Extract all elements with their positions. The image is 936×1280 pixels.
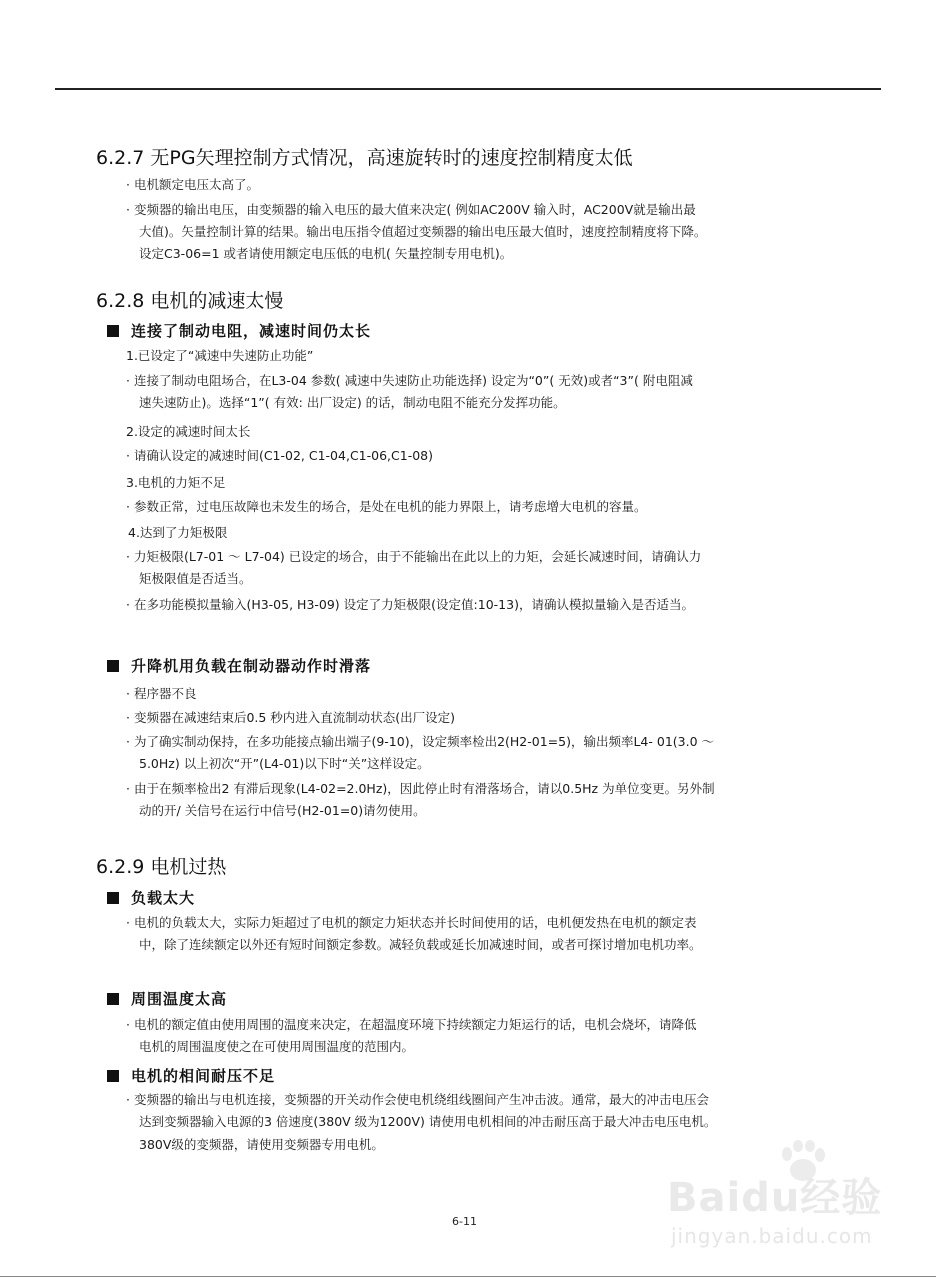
subsection-title xyxy=(107,888,195,908)
body-line: 矩极限值是否适当。 xyxy=(139,571,252,586)
body-line: 大值)。矢量控制计算的结果。输出电压指令值超过变频器的输出电压最大值时，速度控制精度将下降。 xyxy=(139,224,707,239)
body-line: · 连接了制动电阻场合，在L3-04 参数( 减速中失速防止功能选择) 设定为“0”( 无效)或者“3”( 附电阻减 xyxy=(126,373,693,388)
body-line: · 变频器在减速结束后0.5 秒内进入直流制动状态(出厂设定) xyxy=(126,710,456,725)
square-bullet-icon xyxy=(107,1070,119,1082)
header-rule xyxy=(55,88,881,90)
body-line: · 力矩极限(L7-01 ～ L7-04) 已设定的场合，由于不能输出在此以上的力矩，会延长减速时间，请确认力 xyxy=(126,549,702,564)
item-label: 3.电机的力矩不足 xyxy=(126,475,226,490)
subsection-title xyxy=(107,1066,275,1086)
subsection-title-text: 升降机用负载在制动器动作时滑落 xyxy=(131,657,372,675)
item-label: 2.设定的减速时间太长 xyxy=(126,424,251,439)
square-bullet-icon xyxy=(107,325,119,337)
body-line: · 为了确实制动保持，在多功能接点输出端子(9-10)，设定频率检出2(H2-01=5)，输出频率L4- 01(3.0 ～ xyxy=(126,734,715,749)
subsection-title xyxy=(107,656,371,676)
section-heading-6-2-9: 6.2.9 电机过热 xyxy=(96,856,227,878)
section-heading-6-2-8: 6.2.8 电机的减速太慢 xyxy=(96,290,284,312)
body-line: · 电机的负载太大，实际力矩超过了电机的额定力矩状态并长时间使用的话，电机便发热在电机的额定表 xyxy=(126,915,697,930)
watermark-url: jingyan.baidu.com xyxy=(671,1224,873,1248)
square-bullet-icon xyxy=(107,892,119,904)
body-line: · 在多功能模拟量输入(H3-05, H3-09) 设定了力矩极限(设定值:10-13)，请确认模拟量输入是否适当。 xyxy=(126,597,694,612)
subsection-title xyxy=(107,989,227,1009)
body-line: · 变频器的输出电压，由变频器的输入电压的最大值来决定( 例如AC200V 输入时，AC200V就是输出最 xyxy=(126,202,696,217)
body-line: · 程序器不良 xyxy=(126,686,197,701)
section-heading-6-2-7: 6.2.7 无PG矢理控制方式情况，高速旋转时的速度控制精度太低 xyxy=(96,147,633,169)
page-number: 6-11 xyxy=(452,1215,477,1228)
watermark-logo-text: Baidu经验 xyxy=(667,1175,883,1221)
body-line: 动的开/ 关信号在运行中信号(H2-01=0)请勿使用。 xyxy=(139,803,426,818)
square-bullet-icon xyxy=(107,660,119,672)
subsection-title-text: 周围温度太高 xyxy=(131,990,228,1008)
body-line: 速失速防止)。选择“1”( 有效: 出厂设定) 的话，制动电阻不能充分发挥功能。 xyxy=(139,395,566,410)
body-line: · 电机的额定值由使用周围的温度来决定，在超温度环境下持续额定力矩运行的话，电机会烧坏，请降低 xyxy=(126,1017,697,1032)
body-line: · 变频器的输出与电机连接，变频器的开关动作会使电机绕组线圈间产生冲击波。通常，最大的冲击电压会 xyxy=(126,1092,709,1107)
item-label: 1.已设定了“减速中失速防止功能” xyxy=(126,348,314,363)
item-label: 4.达到了力矩极限 xyxy=(128,525,228,540)
body-line: · 参数正常，过电压故障也未发生的场合，是处在电机的能力界限上，请考虑增大电机的容量。 xyxy=(126,499,647,514)
baidu-watermark xyxy=(667,1140,897,1270)
body-line: · 请确认设定的减速时间(C1-02, C1-04,C1-06,C1-08) xyxy=(126,448,433,463)
subsection-title-text: 连接了制动电阻，减速时间仍太长 xyxy=(131,322,372,340)
body-line: 达到变频器输入电源的3 倍速度(380V 级为1200V) 请使用电机相间的冲击耐压高于最大冲击电压电机。 xyxy=(139,1114,717,1129)
footer-rule xyxy=(0,1276,936,1277)
body-line: 电机的周围温度使之在可使用周围温度的范围内。 xyxy=(139,1039,415,1054)
body-line: 5.0Hz) 以上初次“开”(L4-01)以下时“关”这样设定。 xyxy=(139,756,430,771)
body-line: 380V级的变频器，请使用变频器专用电机。 xyxy=(139,1137,384,1152)
body-line: · 电机额定电压太高了。 xyxy=(126,177,259,192)
body-line: 设定C3-06=1 或者请使用额定电压低的电机( 矢量控制专用电机)。 xyxy=(139,246,513,261)
body-line: 中，除了连续额定以外还有短时间额定参数。减轻负载或延长加减速时间，或者可探讨增加电机功率。 xyxy=(139,937,702,952)
subsection-title xyxy=(107,321,371,341)
subsection-title-text: 负载太大 xyxy=(131,889,196,907)
square-bullet-icon xyxy=(107,993,119,1005)
subsection-title-text: 电机的相间耐压不足 xyxy=(131,1067,276,1085)
body-line: · 由于在频率检出2 有滞后现象(L4-02=2.0Hz)，因此停止时有滑落场合，请以0.5Hz 为单位变更。另外制 xyxy=(126,781,715,796)
